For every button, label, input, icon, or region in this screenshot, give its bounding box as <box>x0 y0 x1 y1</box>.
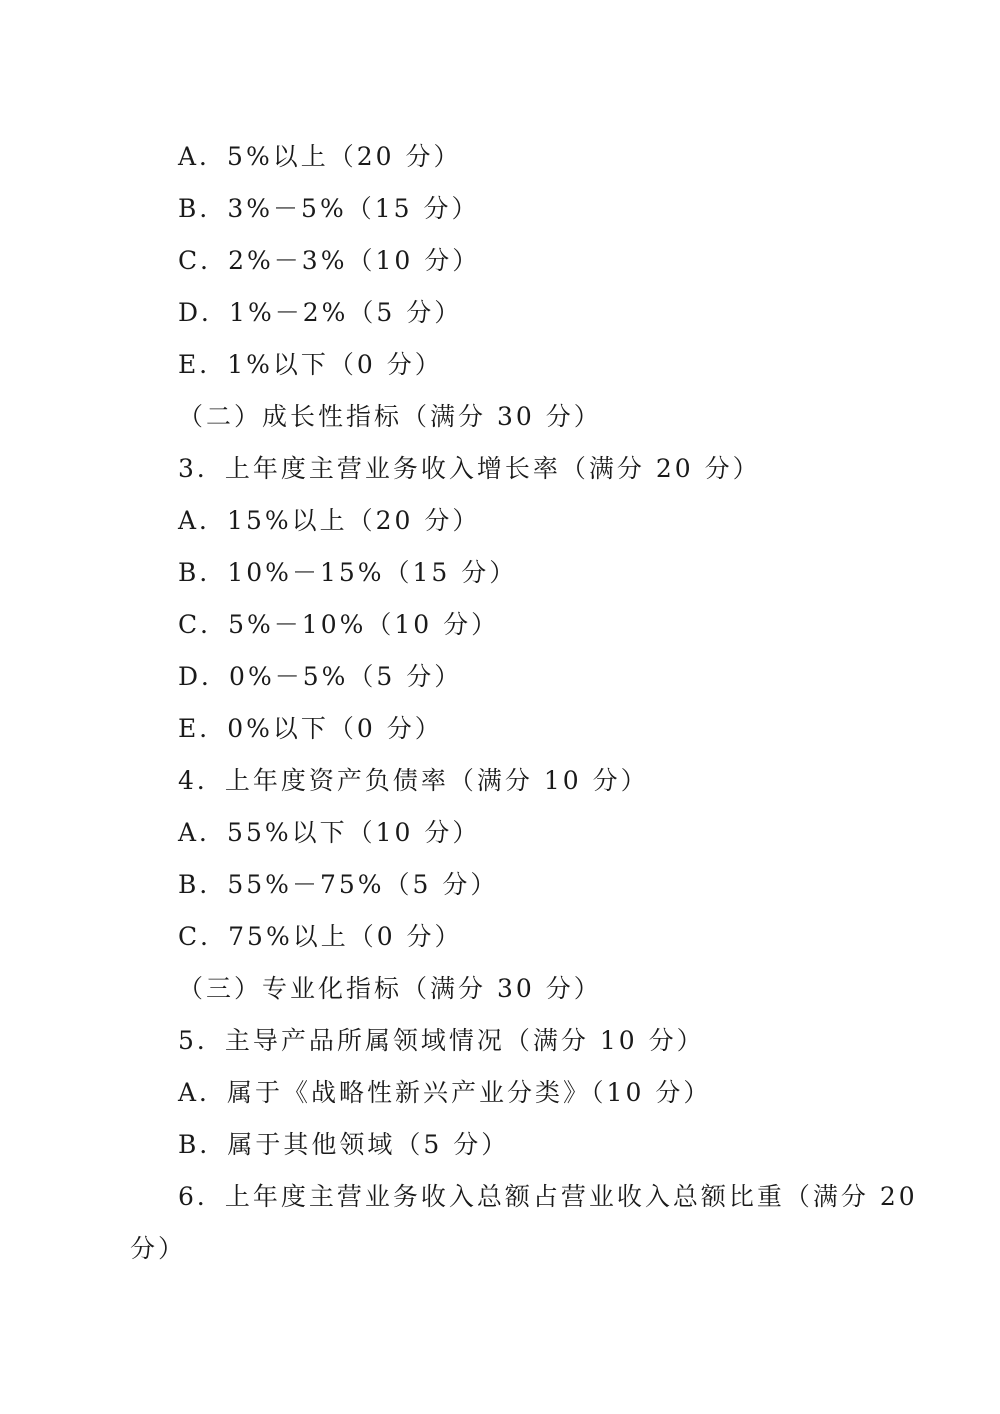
indicator-heading: 4．上年度资产负债率（满分 10 分） <box>178 766 649 795</box>
option-line: D．1%－2%（5 分） <box>178 298 463 327</box>
option-line: A．5%以上（20 分） <box>178 142 462 171</box>
option-line: B．55%－75%（5 分） <box>178 870 499 899</box>
option-line: E．0%以下（0 分） <box>178 714 443 743</box>
indicator-heading: 3．上年度主营业务收入增长率（满分 20 分） <box>178 454 761 483</box>
option-line: A．属于《战略性新兴产业分类》（10 分） <box>178 1078 712 1107</box>
option-line: D．0%－5%（5 分） <box>178 662 463 691</box>
option-line: E．1%以下（0 分） <box>178 350 443 379</box>
indicator-heading-continuation: 分） <box>130 1234 187 1263</box>
option-line: B．3%－5%（15 分） <box>178 194 480 223</box>
option-line: B．10%－15%（15 分） <box>178 558 518 587</box>
section-heading: （三）专业化指标（满分 30 分） <box>178 974 602 1003</box>
indicator-heading: 5．主导产品所属领域情况（满分 10 分） <box>178 1026 705 1055</box>
indicator-heading: 6．上年度主营业务收入总额占营业收入总额比重（满分 20 <box>178 1182 918 1211</box>
option-line: B．属于其他领域（5 分） <box>178 1130 510 1159</box>
option-line: C．5%－10%（10 分） <box>178 610 500 639</box>
option-line: A．15%以上（20 分） <box>178 506 481 535</box>
option-line: C．2%－3%（10 分） <box>178 246 481 275</box>
section-heading: （二）成长性指标（满分 30 分） <box>178 402 602 431</box>
option-line: A．55%以下（10 分） <box>178 818 481 847</box>
option-line: C．75%以上（0 分） <box>178 922 463 951</box>
